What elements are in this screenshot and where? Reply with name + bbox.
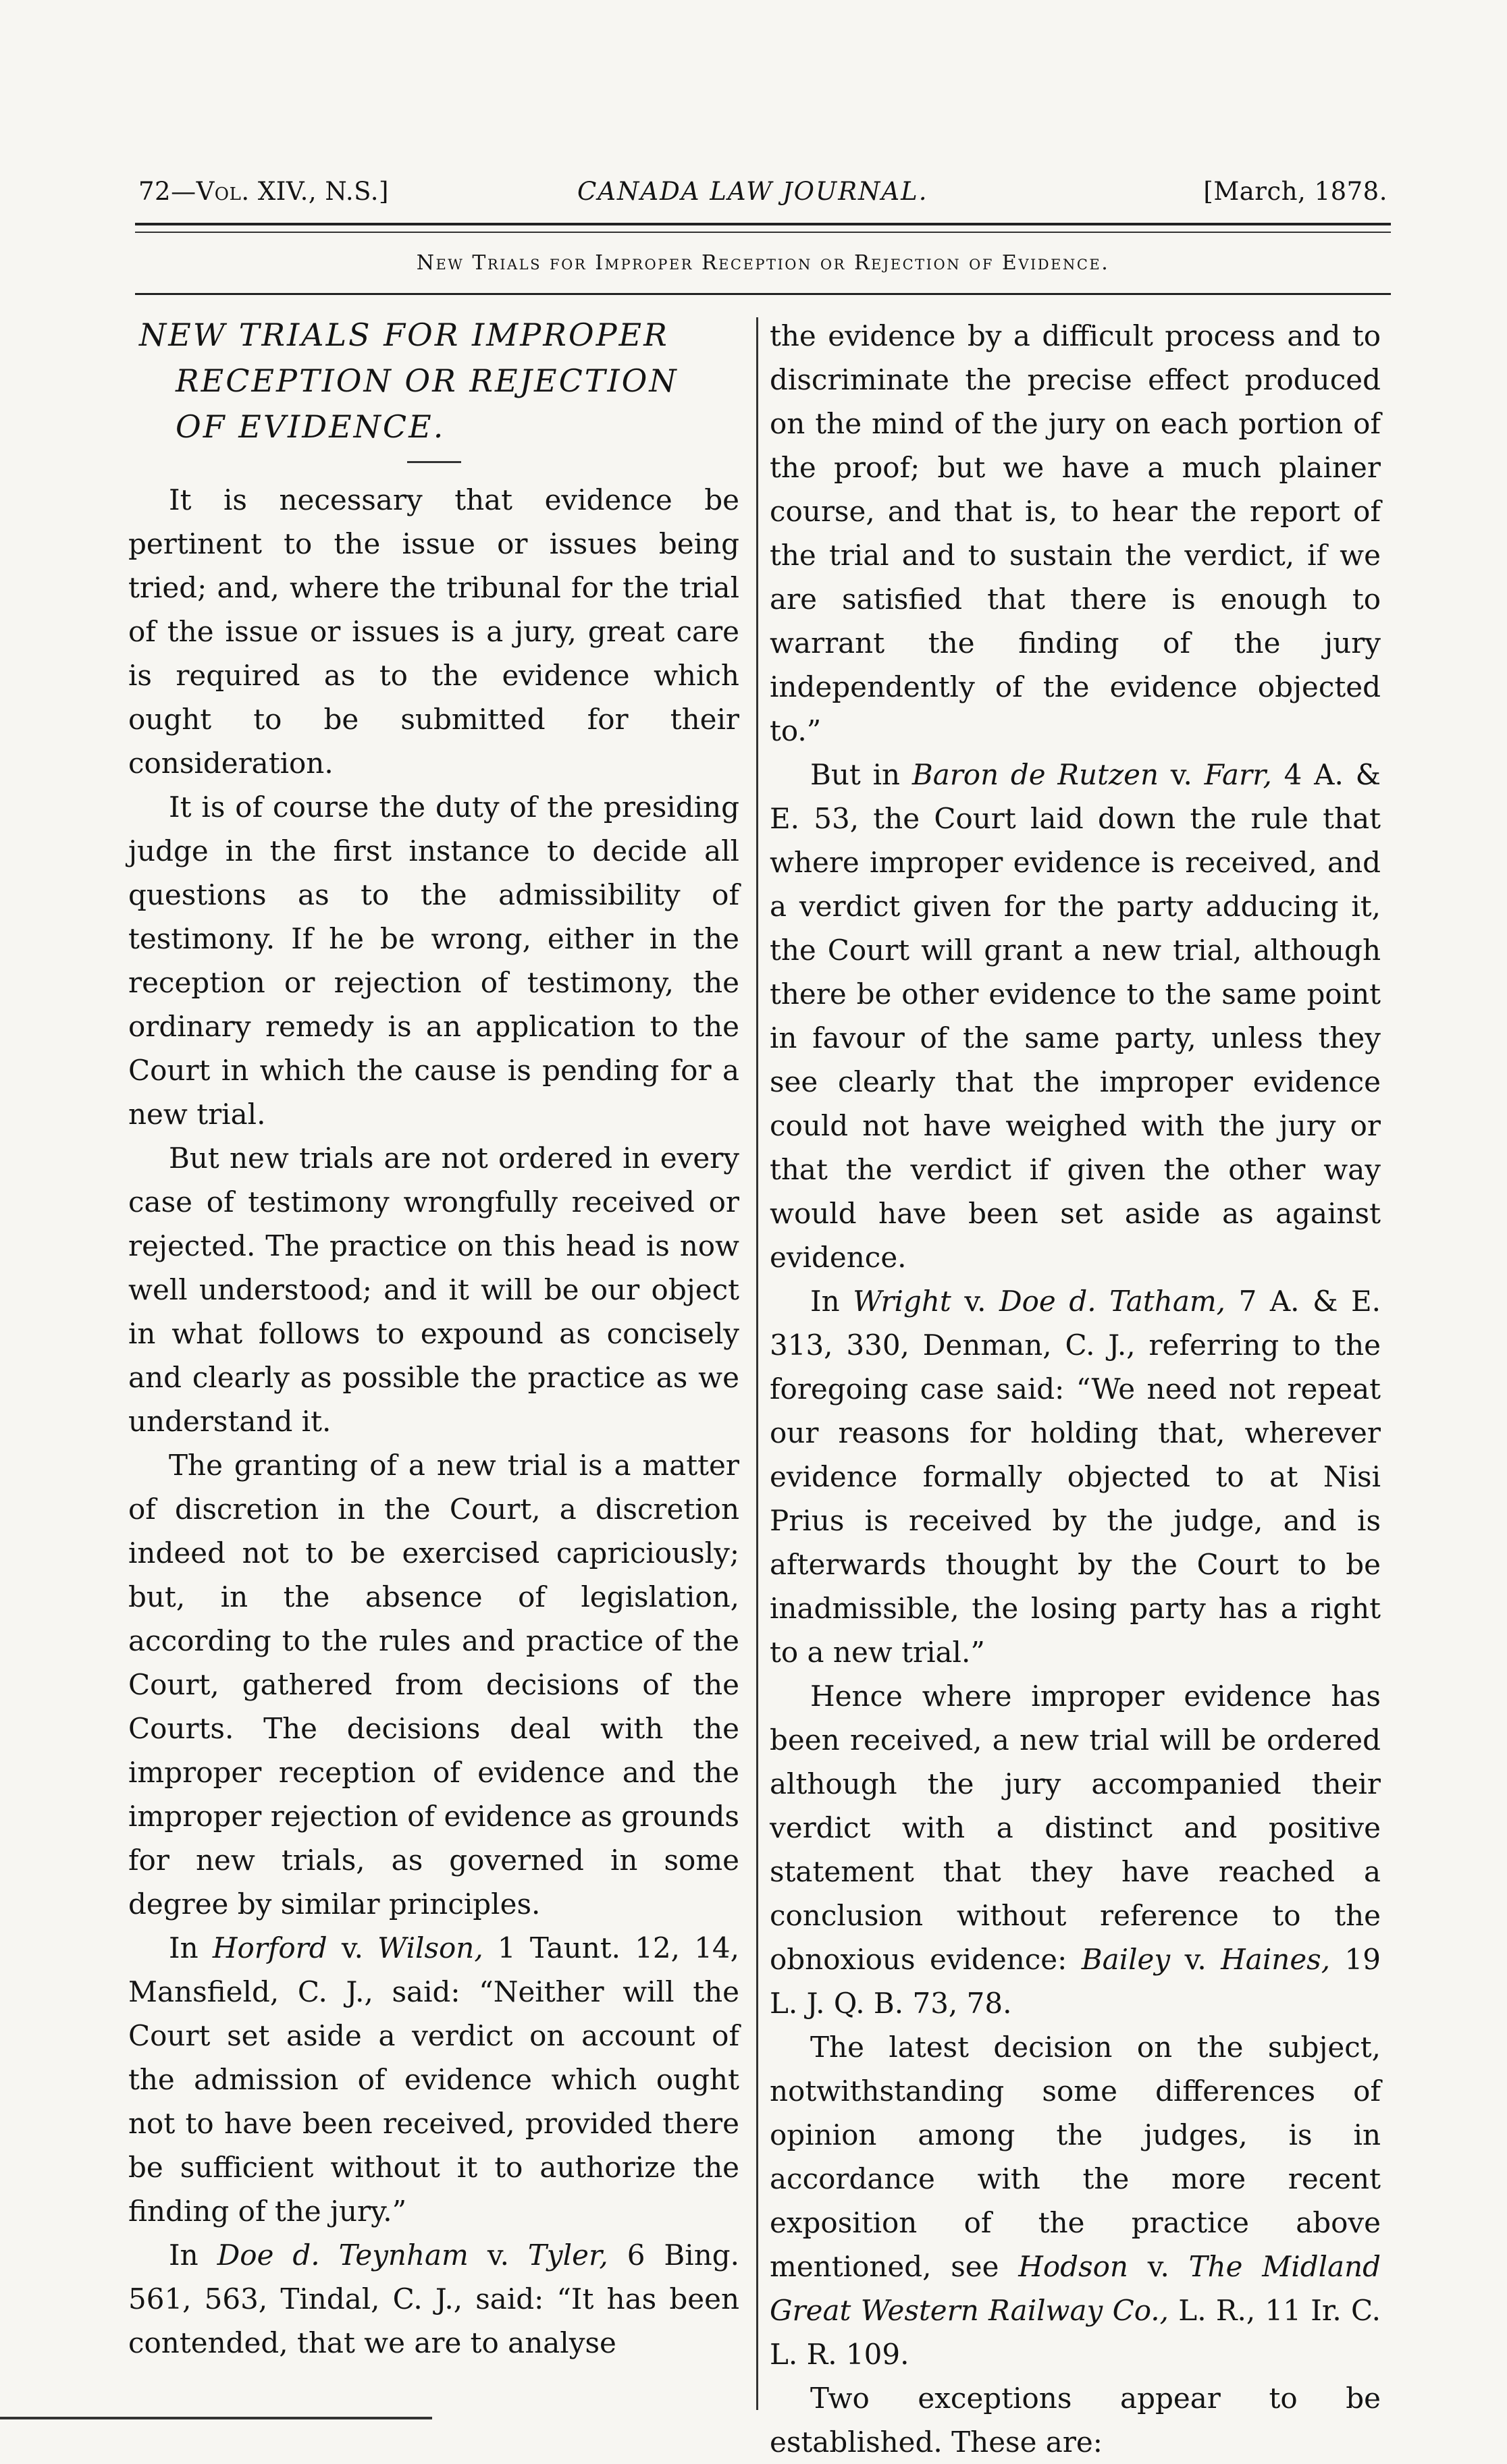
paragraph: Two exceptions appear to be established. These are: [770, 2382, 1381, 2459]
paragraph-case-citation: The latest decision on the subject, notwithstanding some differences of opinion among the judges, is in accordance with the more recent exposition of the practice above mentioned, see Hodson v. The Midland Great Western Railway Co., L. R., 11 Ir. C. L. R. 109. [770, 2031, 1381, 2371]
case-name: Horford [212, 1931, 327, 1964]
article-title-line-2: RECEPTION OR REJECTION [176, 363, 679, 399]
paragraph: It is necessary that evidence be pertinent to the issue or issues being tried; and, where the tribunal for the trial of the issue or issues is a jury, great care is required as to the evidence which ought to be submitted for their consideration. [128, 483, 739, 780]
volume-page-label: 72—Vol. XIV., N.S.] [138, 177, 389, 206]
case-name: Tyler, [527, 2239, 608, 2272]
case-name: Haines, [1221, 1943, 1331, 1976]
paragraph-case-citation: But in Baron de Rutzen v. Farr, 4 A. & E. 53, the Court laid down the rule that where improper evidence is received, and a verdict given for the party adducing it, the Court will grant a new trial, although there be other evidence to the same point in favour of the same party, unless they see clearly that the improper evidence could not have weighed with the jury or that the verdict if given the other way would have been set aside as against evidence. [770, 758, 1381, 1274]
section-heading: New Trials for Improper Reception or Rejection of Evidence. [416, 251, 1110, 275]
case-name: Wilson, [377, 1931, 483, 1964]
case-name: The Midland Great Western Railway Co., [770, 2250, 1381, 2327]
right-column [770, 314, 1381, 2464]
header-rule [135, 223, 1391, 225]
journal-title: CANADA LAW JOURNAL. [577, 177, 928, 206]
paragraph-case-citation: In Doe d. Teynham v. Tyler, 6 Bing. 561, 563, Tindal, C. J., said: “It has been contended, that we are to analyse [128, 2239, 739, 2359]
paragraph-case-citation: Hence where improper evidence has been received, a new trial will be ordered although the jury accompanied their verdict with a distinct and positive statement that they have reached a conclusion without reference to the obnoxious evidence: Bailey v. Haines, 19 L. J. Q. B. 73, 78. [770, 1680, 1381, 2020]
case-name: Hodson [1018, 2250, 1128, 2283]
issue-date: [March, 1878. [1203, 177, 1387, 206]
paragraph-continued: the evidence by a difficult process and to discriminate the precise effect produced on the mind of the jury on each portion of the proof; but we have a much plainer course, and that is, to hear the report of the trial and to sustain the verdict, if we are satisfied that there is enough to warrant the finding of the jury independently of the evidence objected to.” [770, 319, 1381, 747]
paragraph: It is of course the duty of the presiding judge in the first instance to decide all questions as to the admissibility of testimony. If he be wrong, either in the reception or rejection of testimony, the ordinary remedy is an application to the Court in which the cause is pending for a new trial. [128, 791, 739, 1131]
case-name: Doe d. Teynham [217, 2239, 469, 2272]
article-title-line-1: NEW TRIALS FOR IMPROPER [139, 317, 669, 353]
case-name: Farr, [1204, 758, 1272, 791]
footer-rule [0, 2417, 432, 2419]
paragraph-case-citation: In Wright v. Doe d. Tatham, 7 A. & E. 313, 330, Denman, C. J., referring to the foregoing case said: “We need not repeat our reasons for holding that, wherever evidence formally objected to at Nisi Prius is received by the judge, and is afterwards thought by the Court to be inadmissible, the losing party has a right to a new trial.” [770, 1285, 1381, 1669]
header-rule-thin [135, 232, 1391, 233]
column-divider [756, 317, 758, 2410]
left-column [128, 314, 739, 2365]
case-name: Wright [853, 1285, 951, 1318]
case-name: Doe d. Tatham, [999, 1285, 1226, 1318]
paragraph: The granting of a new trial is a matter of discretion in the Court, a discretion indeed not to be exercised capriciously; but, in the absence of legislation, according to the rules and practice of the Court, gathered from decisions of the Courts. The decisions deal with the improper reception of evidence and the improper rejection of evidence as grounds for new trials, as governed in some degree by similar principles. [128, 1449, 739, 1921]
title-rule [407, 461, 461, 463]
case-name: Bailey [1081, 1943, 1171, 1976]
case-name: Baron de Rutzen [911, 758, 1159, 791]
section-rule [135, 293, 1391, 295]
paragraph: But new trials are not ordered in every case of testimony wrongfully received or rejected. The practice on this head is now well understood; and it will be our object in what follows to expound as concisely and clearly as possible the practice as we understand it. [128, 1142, 739, 1438]
article-title-line-3: OF EVIDENCE. [176, 408, 446, 445]
paragraph-case-citation: In Horford v. Wilson, 1 Taunt. 12, 14, Mansfield, C. J., said: “Neither will the Court set aside a verdict on account of the admission of evidence which ought not to have been received, provided there be sufficient without it to authorize the finding of the jury.” [128, 1931, 739, 2228]
running-head [138, 177, 1387, 217]
